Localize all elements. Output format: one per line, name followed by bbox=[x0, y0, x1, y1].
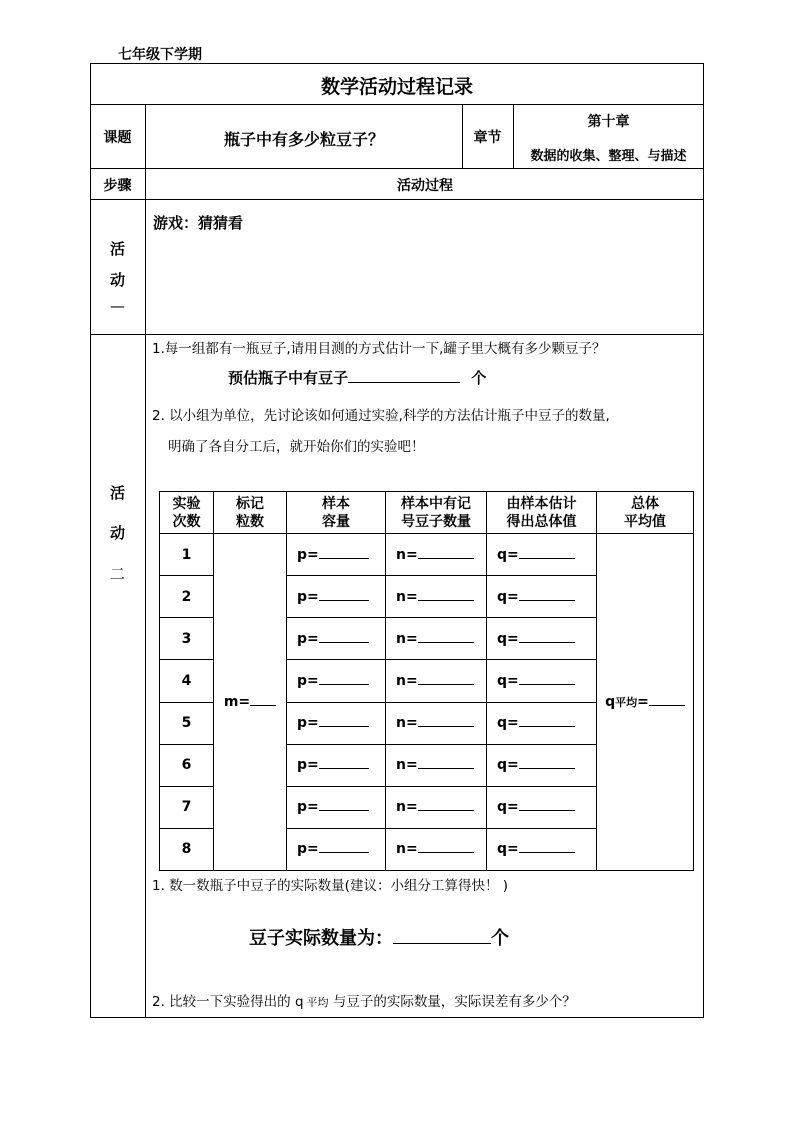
estimate-prefix: 预估瓶子中有豆子 bbox=[228, 369, 349, 387]
n-cell[interactable]: n= bbox=[386, 618, 487, 660]
p-cell[interactable]: p= bbox=[287, 702, 386, 744]
header-marked-count: 标记 粒数 bbox=[214, 492, 287, 534]
trial-number: 1 bbox=[160, 534, 214, 576]
steps-value: 活动过程 bbox=[397, 178, 453, 194]
n-cell[interactable]: n= bbox=[386, 576, 487, 618]
chapter-label: 章节 bbox=[473, 130, 502, 146]
trial-number: 6 bbox=[160, 744, 214, 786]
table-header-row bbox=[160, 492, 694, 534]
trial-number: 3 bbox=[160, 618, 214, 660]
table-row bbox=[160, 534, 694, 576]
q-cell[interactable]: q= bbox=[487, 702, 597, 744]
n-cell[interactable]: n= bbox=[386, 660, 487, 702]
divider bbox=[90, 334, 704, 335]
header-trial-count: 实验 次数 bbox=[160, 492, 214, 534]
question-2-line2: 明确了各自分工后，就开始你们的实验吧！ bbox=[168, 439, 425, 455]
estimate-blank[interactable] bbox=[348, 382, 460, 383]
question-2-line1: 2. 以小组为单位，先讨论该如何通过实验,科学的方法估计瓶子中豆子的数量, bbox=[152, 408, 610, 424]
activity2-label-char: 动 bbox=[109, 524, 125, 542]
actual-count-prefix: 豆子实际数量为： bbox=[249, 928, 393, 949]
activity1-label-char: 动 bbox=[109, 271, 125, 289]
activity1-text: 游戏：猜猜看 bbox=[153, 214, 244, 232]
header-sample-size: 样本 容量 bbox=[287, 492, 386, 534]
n-cell[interactable]: n= bbox=[386, 744, 487, 786]
experiment-table bbox=[159, 491, 694, 871]
m-cell[interactable]: m= bbox=[214, 534, 287, 871]
n-cell[interactable]: n= bbox=[386, 534, 487, 576]
q-cell[interactable]: q= bbox=[487, 534, 597, 576]
estimate-suffix: 个 bbox=[471, 369, 487, 387]
count-prompt: 1. 数一数瓶子中豆子的实际数量(建议：小组分工算得快！ ) bbox=[152, 878, 508, 894]
activity2-label-char: 二 bbox=[109, 565, 125, 583]
header-estimate: 由样本估计 得出总体值 bbox=[487, 492, 597, 534]
trial-number: 5 bbox=[160, 702, 214, 744]
p-cell[interactable]: p= bbox=[287, 576, 386, 618]
steps-label: 步骤 bbox=[103, 178, 132, 194]
q-average-cell[interactable]: q平均= bbox=[597, 534, 694, 871]
divider bbox=[90, 199, 704, 200]
chapter-subtitle: 数据的收集、整理、与描述 bbox=[530, 149, 687, 164]
q-cell[interactable]: q= bbox=[487, 618, 597, 660]
actual-count-suffix: 个 bbox=[491, 928, 509, 949]
p-cell[interactable]: p= bbox=[287, 660, 386, 702]
question-1: 1.每一组都有一瓶豆子,请用目测的方式估计一下,罐子里大概有多少颗豆子？ bbox=[152, 341, 606, 357]
form-title: 数学活动过程记录 bbox=[320, 76, 473, 98]
n-cell[interactable]: n= bbox=[386, 828, 487, 870]
divider bbox=[145, 104, 146, 1018]
topic-label: 课题 bbox=[103, 130, 132, 146]
p-cell[interactable]: p= bbox=[287, 786, 386, 828]
p-cell[interactable]: p= bbox=[287, 618, 386, 660]
header-marked-in-sample: 样本中有记 号豆子数量 bbox=[386, 492, 487, 534]
chapter-title: 第十章 bbox=[587, 114, 630, 130]
activity1-label-char: 活 bbox=[109, 240, 125, 258]
estimate-line bbox=[228, 367, 486, 388]
p-cell[interactable]: p= bbox=[287, 828, 386, 870]
actual-count-line bbox=[249, 924, 509, 950]
trial-number: 4 bbox=[160, 660, 214, 702]
q-cell[interactable]: q= bbox=[487, 828, 597, 870]
trial-number: 2 bbox=[160, 576, 214, 618]
p-cell[interactable]: p= bbox=[287, 534, 386, 576]
activity1-label-char: — bbox=[110, 297, 125, 315]
q-cell[interactable]: q= bbox=[487, 660, 597, 702]
n-cell[interactable]: n= bbox=[386, 702, 487, 744]
q-cell[interactable]: q= bbox=[487, 786, 597, 828]
compare-question: 2. 比较一下实验得出的 q 平均 与豆子的实际数量，实际误差有多少个？ bbox=[152, 994, 576, 1010]
topic-value: 瓶子中有多少粒豆子？ bbox=[223, 130, 384, 149]
header-average: 总体 平均值 bbox=[597, 492, 694, 534]
trial-number: 8 bbox=[160, 828, 214, 870]
activity2-label-char: 活 bbox=[109, 484, 125, 502]
n-cell[interactable]: n= bbox=[386, 786, 487, 828]
q-cell[interactable]: q= bbox=[487, 576, 597, 618]
q-cell[interactable]: q= bbox=[487, 744, 597, 786]
semester-header: 七年级下学期 bbox=[118, 47, 202, 63]
divider bbox=[90, 168, 704, 169]
actual-count-blank[interactable] bbox=[393, 943, 491, 944]
divider bbox=[90, 104, 704, 105]
trial-number: 7 bbox=[160, 786, 214, 828]
p-cell[interactable]: p= bbox=[287, 744, 386, 786]
